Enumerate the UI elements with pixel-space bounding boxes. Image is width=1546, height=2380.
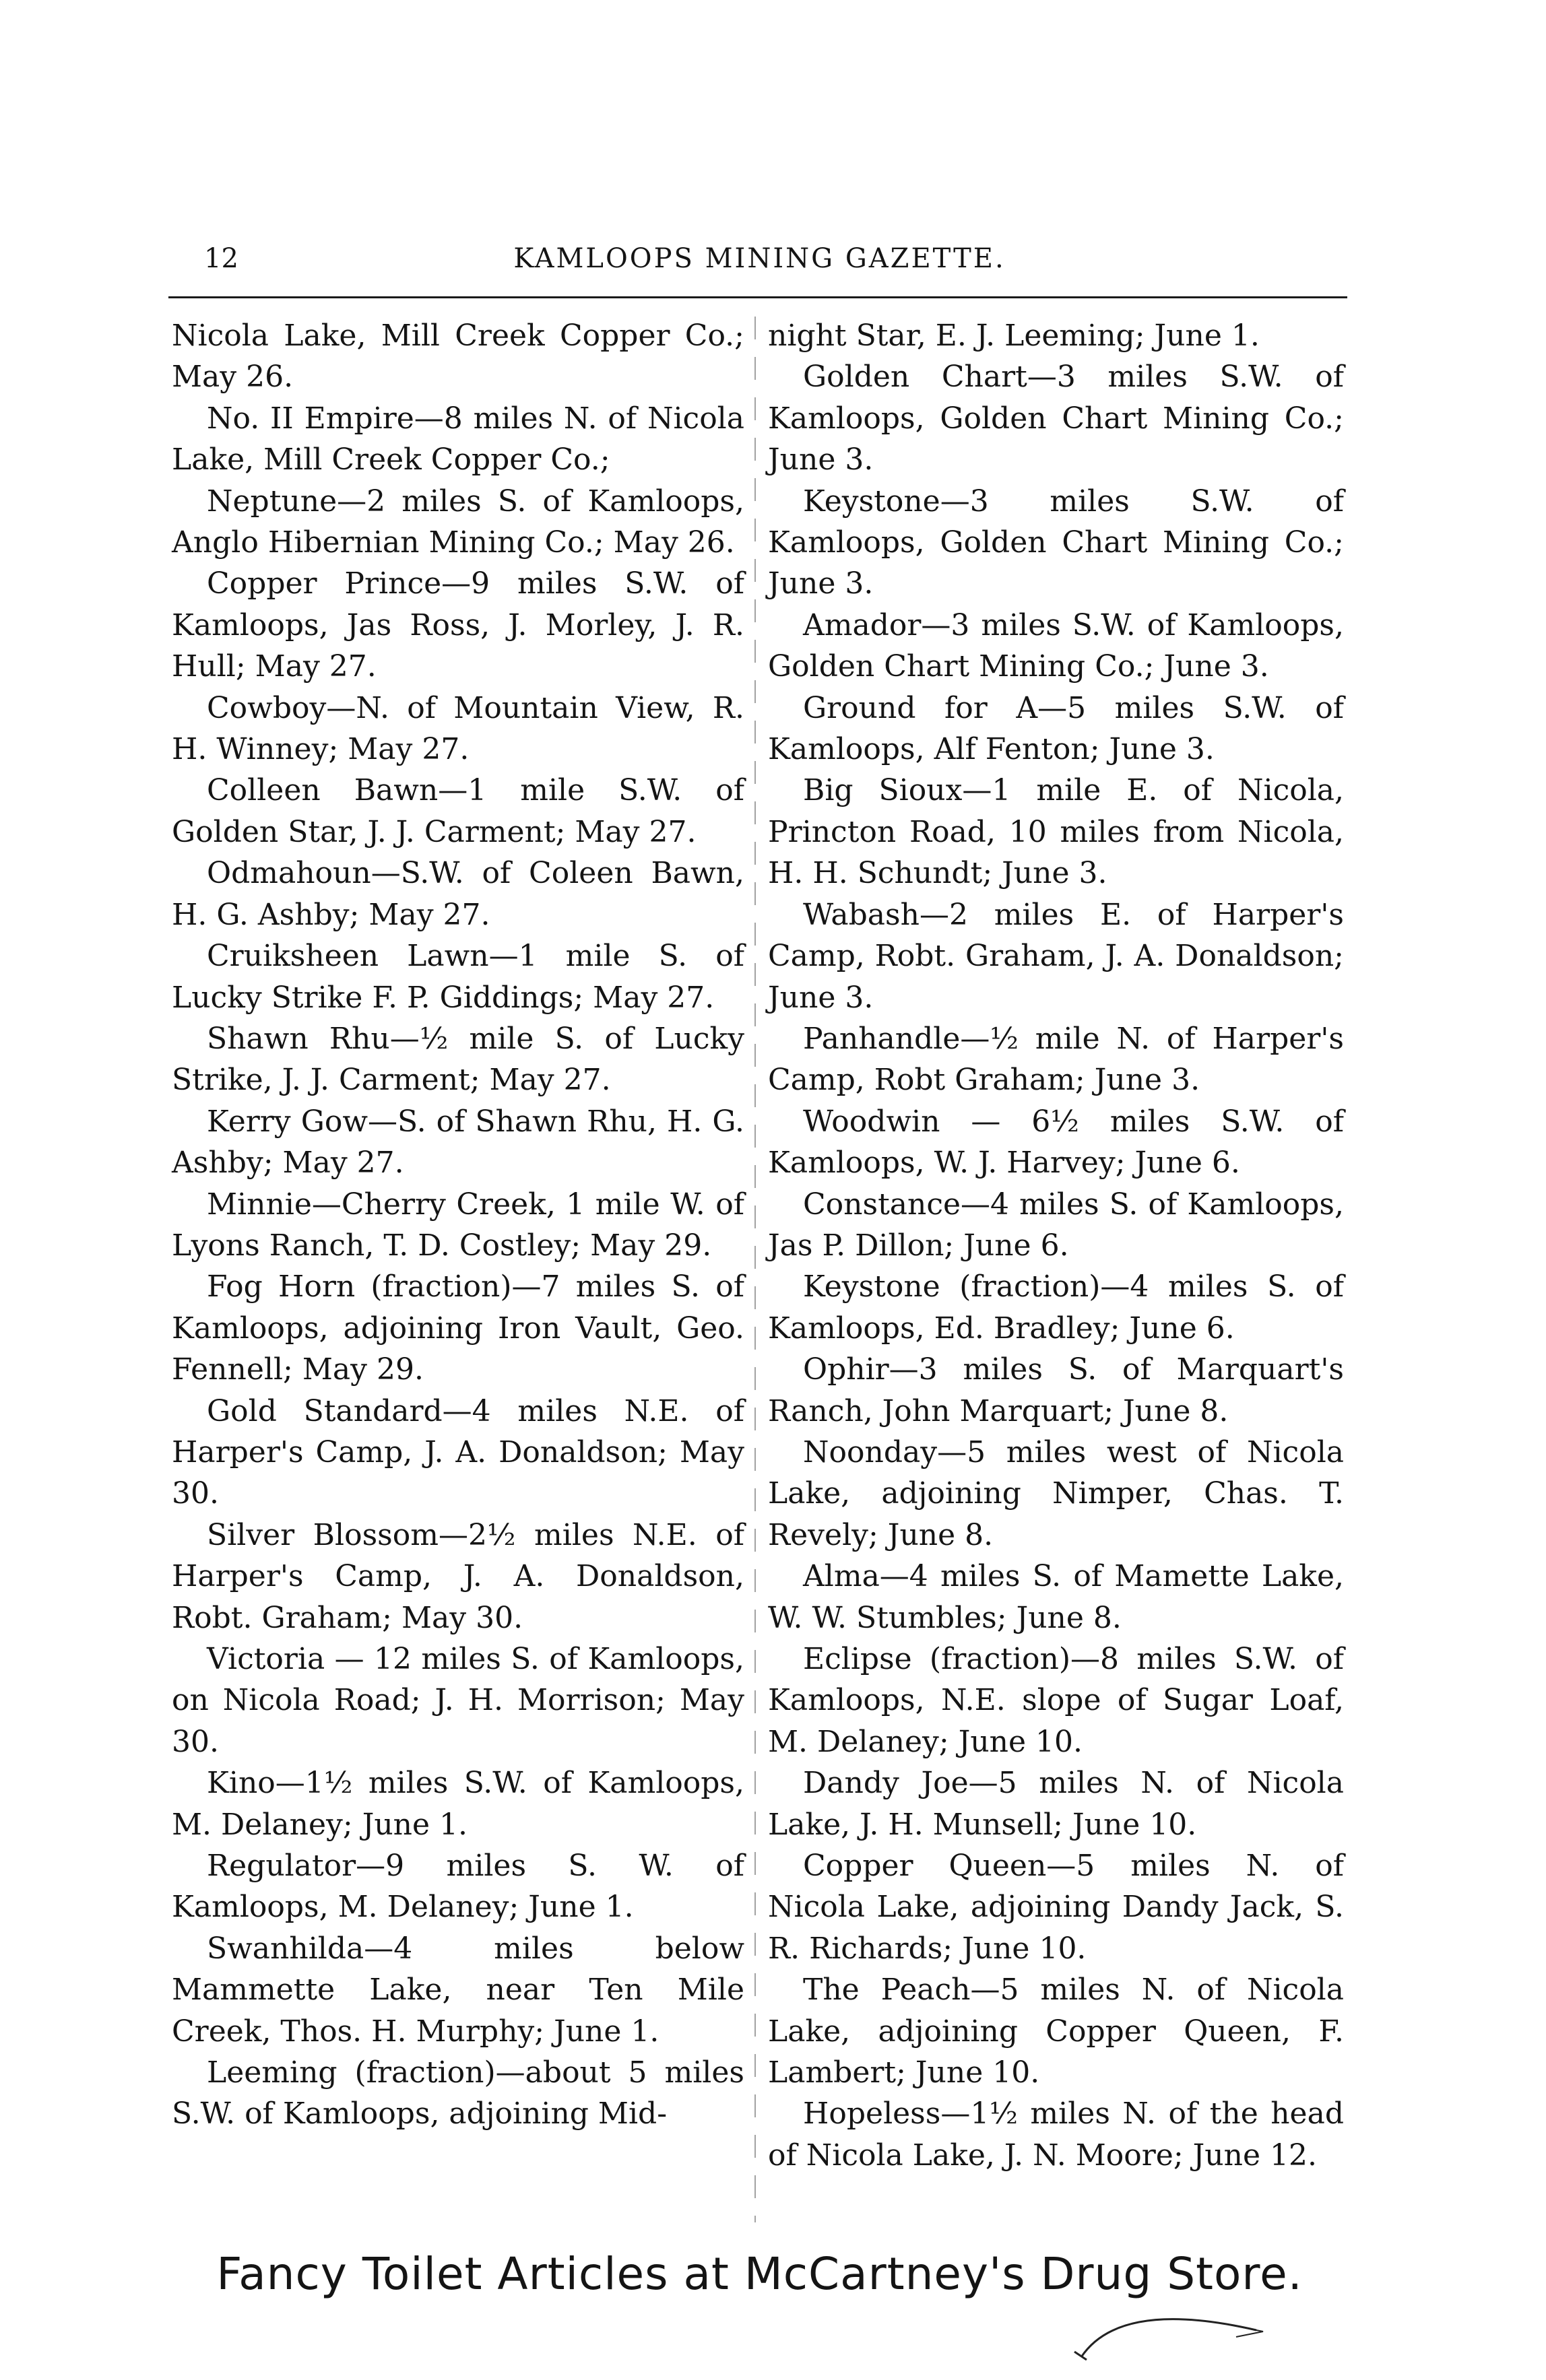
right-column-entry: Wabash—2 miles E. of Harper's Camp, Robt. Graham, J. A. Donaldson; June 3. [768,897,1344,1015]
right-column-entry: Golden Chart—3 miles S.W. of Kamloops, Golden Chart Mining Co.; June 3. [768,360,1344,477]
right-column-entry: Keystone (fraction)—4 miles S. of Kamloops, Ed. Bradley; June 6. [768,1269,1344,1346]
right-column-entry: Dandy Joe—5 miles N. of Nicola Lake, J. H. Munsell; June 10. [768,1766,1344,1842]
right-column-entry: Keystone—3 miles S.W. of Kamloops, Golden Chart Mining Co.; June 3. [768,484,1344,601]
right-column-entry: Big Sioux—1 mile E. of Nicola, Princton Road, 10 miles from Nicola, H. H. Schundt; June 3. [768,773,1344,891]
right-column-entry: night Star, E. J. Leeming; June 1. [768,319,1260,353]
right-column-entry: Constance—4 miles S. of Kamloops, Jas P. Dillon; June 6. [768,1187,1344,1263]
left-column-entry: Kino—1½ miles S.W. of Kamloops, M. Delaney; June 1. [172,1766,744,1842]
left-column-entry: Swanhilda—4 miles below Mammette Lake, near Ten Mile Creek, Thos. H. Murphy; June 1. [172,1931,744,2049]
right-column-entry: Ground for A—5 miles S.W. of Kamloops, Alf Fenton; June 3. [768,690,1344,767]
right-column-entry: Woodwin — 6½ miles S.W. of Kamloops, W. J. Harvey; June 6. [768,1104,1344,1181]
right-column-entry: Ophir—3 miles S. of Marquart's Ranch, John Marquart; June 8. [768,1352,1344,1428]
left-column-entry: Copper Prince—9 miles S.W. of Kamloops, Jas Ross, J. Morley, J. R. Hull; May 27. [172,566,744,684]
left-column-entry: Nicola Lake, Mill Creek Copper Co.; May 26. [172,319,744,395]
running-title: KAMLOOPS MINING GAZETTE. [513,243,1006,274]
right-column-entry: Panhandle—½ mile N. of Harper's Camp, Robt Graham; June 3. [768,1021,1344,1098]
left-column-entry: No. II Empire—8 miles N. of Nicola Lake, Mill Creek Copper Co.; [172,401,744,477]
left-column-entry: Colleen Bawn—1 mile S.W. of Golden Star, J. J. Carment; May 27. [172,773,744,849]
header-rule [168,296,1347,298]
left-column-entry: Cruiksheen Lawn—1 mile S. of Lucky Strike F. P. Giddings; May 27. [172,939,744,1015]
left-column-entry: Odmahoun—S.W. of Coleen Bawn, H. G. Ashby; May 27. [172,856,744,932]
right-column-entry: Amador—3 miles S.W. of Kamloops, Golden Chart Mining Co.; June 3. [768,607,1344,684]
left-column-entry: Shawn Rhu—½ mile S. of Lucky Strike, J. J. Carment; May 27. [172,1021,744,1098]
right-column-entry: Noonday—5 miles west of Nicola Lake, adjoining Nimper, Chas. T. Revely; June 8. [768,1434,1344,1552]
footer-advertisement: Fancy Toilet Articles at McCartney's Drug Store. [216,2248,1303,2300]
left-column-entry: Neptune—2 miles S. of Kamloops, Anglo Hibernian Mining Co.; May 26. [172,484,744,560]
right-column-entry: Copper Queen—5 miles N. of Nicola Lake, adjoining Dandy Jack, S. R. Richards; June 10. [768,1849,1344,1966]
right-column [768,315,1344,2176]
page-number: 12 [204,243,238,274]
left-column-entry: Leeming (fraction)—about 5 miles S.W. of Kamloops, adjoining Mid- [172,2055,744,2131]
left-column-entry: Minnie—Cherry Creek, 1 mile W. of Lyons Ranch, T. D. Costley; May 29. [172,1187,744,1263]
left-column-entry: Victoria — 12 miles S. of Kamloops, on Nicola Road; J. H. Morrison; May 30. [172,1642,744,1759]
column-divider [754,317,756,2222]
right-column-entry: Alma—4 miles S. of Mamette Lake, W. W. Stumbles; June 8. [768,1559,1344,1635]
left-column-entry: Fog Horn (fraction)—7 miles S. of Kamloops, adjoining Iron Vault, Geo. Fennell; May 29. [172,1269,744,1387]
page-header [172,239,1347,286]
right-column-entry: Eclipse (fraction)—8 miles S.W. of Kamloops, N.E. slope of Sugar Loaf, M. Delaney; June 10. [768,1642,1344,1759]
right-column-entry: Hopeless—1½ miles N. of the head of Nicola Lake, J. N. Moore; June 12. [768,2096,1344,2173]
left-column-entry: Kerry Gow—S. of Shawn Rhu, H. G. Ashby; May 27. [172,1104,744,1181]
right-column-entry: The Peach—5 miles N. of Nicola Lake, adjoining Copper Queen, F. Lambert; June 10. [768,1973,1344,2090]
left-column-entry: Cowboy—N. of Mountain View, R. H. Winney; May 27. [172,690,744,767]
left-column-entry: Silver Blossom—2½ miles N.E. of Harper's Camp, J. A. Donaldson, Robt. Graham; May 30. [172,1517,744,1635]
left-column-entry: Gold Standard—4 miles N.E. of Harper's Camp, J. A. Donaldson; May 30. [172,1393,744,1511]
left-column [172,315,744,2135]
flourish-ornament [1068,2310,1290,2364]
left-column-entry: Regulator—9 miles S. W. of Kamloops, M. Delaney; June 1. [172,1849,744,1925]
